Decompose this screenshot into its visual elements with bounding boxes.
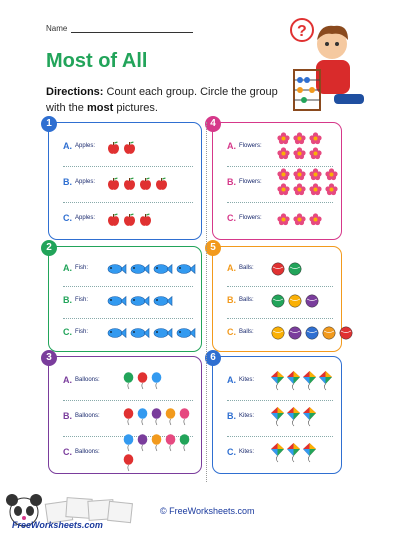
answer-option-a[interactable] (63, 136, 193, 158)
balloon-icon (165, 434, 176, 452)
answer-option-a[interactable] (63, 370, 193, 392)
option-label: Balls: (239, 297, 254, 303)
kite-icon (287, 407, 300, 427)
question-card-4 (210, 118, 342, 240)
ball-icon (271, 294, 285, 308)
page-title: Most of All (46, 50, 148, 72)
option-letter: C. (63, 447, 72, 457)
kite-icon (319, 371, 332, 391)
option-letter: A. (227, 263, 236, 273)
fish-icon (176, 327, 196, 339)
answer-option-a[interactable] (227, 258, 333, 280)
flower-icon (277, 168, 290, 181)
option-label: Flowers: (239, 143, 262, 149)
picture-group (271, 442, 316, 464)
fish-icon (153, 263, 173, 275)
directions (46, 84, 282, 116)
option-label: Balloons: (75, 413, 100, 419)
question-number-badge: 6 (205, 350, 221, 366)
option-label: Kites: (239, 449, 255, 455)
option-label: Kites: (239, 377, 255, 383)
balloon-icon (123, 454, 134, 472)
directions-text-1: Count each group. Circle the group with the (46, 86, 278, 114)
answer-option-b[interactable] (227, 406, 333, 428)
ball-icon (288, 294, 302, 308)
option-letter: A. (227, 375, 236, 385)
kite-icon (271, 407, 284, 427)
answer-option-b[interactable] (227, 172, 333, 194)
picture-group (271, 322, 353, 344)
flower-icon (293, 168, 306, 181)
flower-icon (277, 147, 290, 160)
picture-group (123, 434, 195, 472)
fish-icon (107, 327, 127, 339)
picture-group (123, 370, 162, 392)
row-separator (227, 286, 333, 287)
option-label: Flowers: (239, 179, 262, 185)
apple-icon (107, 213, 120, 226)
balloon-icon (179, 408, 190, 426)
row-separator (227, 436, 333, 437)
option-letter: C. (63, 327, 72, 337)
picture-group (277, 208, 322, 230)
balloon-icon (151, 408, 162, 426)
fish-icon (153, 327, 173, 339)
kite-icon (271, 443, 284, 463)
kite-icon (303, 371, 316, 391)
fish-icon (153, 295, 173, 307)
kite-icon (287, 443, 300, 463)
row-separator (227, 202, 333, 203)
name-label: Name (46, 24, 68, 33)
flower-icon (293, 213, 306, 226)
row-separator (63, 318, 193, 319)
option-letter: A. (63, 263, 72, 273)
directions-bold: most (86, 102, 114, 114)
row-separator (63, 400, 193, 401)
picture-group (107, 208, 152, 230)
flower-icon (293, 147, 306, 160)
answer-option-c[interactable] (63, 322, 193, 344)
balloon-icon (123, 372, 134, 390)
option-letter: A. (63, 141, 72, 151)
option-label: Fish: (75, 329, 89, 335)
directions-text-2: pictures. (116, 102, 158, 114)
kite-icon (303, 407, 316, 427)
picture-group (107, 290, 173, 312)
fish-icon (130, 263, 150, 275)
question-number-badge: 1 (41, 116, 57, 132)
option-label: Apples: (75, 143, 96, 149)
ball-icon (288, 262, 302, 276)
ball-icon (322, 326, 336, 340)
answer-option-c[interactable] (63, 208, 193, 230)
balloon-icon (165, 408, 176, 426)
picture-group (107, 322, 196, 344)
option-letter: C. (63, 213, 72, 223)
option-letter: C. (227, 447, 236, 457)
picture-group (277, 132, 325, 160)
question-number-badge: 3 (41, 350, 57, 366)
kite-icon (303, 443, 316, 463)
option-letter: B. (63, 411, 72, 421)
option-label: Fish: (75, 297, 89, 303)
answer-option-c[interactable] (227, 322, 333, 344)
ball-icon (339, 326, 353, 340)
row-separator (227, 400, 333, 401)
answer-option-c[interactable] (63, 442, 193, 464)
option-label: Apples: (75, 215, 96, 221)
kite-icon (271, 371, 284, 391)
question-card-1 (46, 118, 202, 240)
picture-group (107, 136, 136, 158)
fish-icon (130, 327, 150, 339)
flower-icon (293, 132, 306, 145)
ball-icon (271, 326, 285, 340)
flower-icon (325, 183, 338, 196)
option-label: Balls: (239, 265, 254, 271)
picture-group (271, 370, 332, 392)
question-number-badge: 5 (205, 240, 221, 256)
fish-icon (130, 295, 150, 307)
row-separator (227, 166, 333, 167)
answer-option-a[interactable] (227, 136, 333, 158)
option-label: Apples: (75, 179, 96, 185)
picture-group (277, 168, 341, 196)
apple-icon (123, 213, 136, 226)
option-label: Balloons: (75, 377, 100, 383)
kite-icon (287, 371, 300, 391)
flower-icon (309, 183, 322, 196)
apple-icon (123, 141, 136, 154)
answer-option-b[interactable] (227, 290, 333, 312)
apple-icon (107, 141, 120, 154)
option-letter: C. (227, 213, 236, 223)
balloon-icon (151, 434, 162, 452)
flower-icon (309, 168, 322, 181)
option-letter: B. (227, 177, 236, 187)
question-card-3 (46, 352, 202, 474)
apple-icon (139, 177, 152, 190)
picture-group (271, 290, 319, 312)
balloon-icon (137, 434, 148, 452)
option-letter: A. (63, 375, 72, 385)
option-letter: B. (63, 295, 72, 305)
picture-group (107, 172, 168, 194)
row-separator (63, 166, 193, 167)
flower-icon (293, 183, 306, 196)
ball-icon (305, 294, 319, 308)
directions-lead: Directions: (46, 86, 104, 98)
flower-icon (277, 213, 290, 226)
fish-icon (107, 295, 127, 307)
ball-icon (271, 262, 285, 276)
option-letter: A. (227, 141, 236, 151)
brand-name: FreeWorksheets.com (12, 520, 103, 530)
svg-text:?: ? (297, 23, 307, 40)
name-field[interactable] (46, 24, 193, 33)
option-letter: B. (227, 295, 236, 305)
picture-group (107, 258, 196, 280)
question-card-6 (210, 352, 342, 474)
row-separator (63, 202, 193, 203)
row-separator (227, 318, 333, 319)
apple-icon (123, 177, 136, 190)
flower-icon (309, 132, 322, 145)
fish-icon (176, 263, 196, 275)
option-label: Balloons: (75, 449, 100, 455)
balloon-icon (137, 408, 148, 426)
column-divider (206, 122, 207, 482)
flower-icon (277, 183, 290, 196)
answer-option-a[interactable] (63, 258, 193, 280)
worksheet-thumbnails (46, 496, 132, 522)
footer-link[interactable]: © FreeWorksheets.com (160, 506, 255, 516)
name-line[interactable] (71, 24, 193, 33)
option-letter: B. (227, 411, 236, 421)
apple-icon (139, 213, 152, 226)
balloon-icon (179, 434, 190, 452)
answer-option-b[interactable] (63, 290, 193, 312)
option-letter: B. (63, 177, 72, 187)
ball-icon (288, 326, 302, 340)
option-label: Fish: (75, 265, 89, 271)
picture-group (123, 406, 190, 428)
balloon-icon (123, 408, 134, 426)
flower-icon (309, 147, 322, 160)
question-card-2 (46, 242, 202, 352)
option-label: Balls: (239, 329, 254, 335)
answer-option-c[interactable] (227, 442, 333, 464)
flower-icon (277, 132, 290, 145)
option-label: Flowers: (239, 215, 262, 221)
answer-option-c[interactable] (227, 208, 333, 230)
flower-icon (309, 213, 322, 226)
option-label: Kites: (239, 413, 255, 419)
question-card-5 (210, 242, 342, 352)
flower-icon (325, 168, 338, 181)
apple-icon (107, 177, 120, 190)
balloon-icon (123, 434, 134, 452)
answer-option-b[interactable] (63, 172, 193, 194)
question-number-badge: 2 (41, 240, 57, 256)
ball-icon (305, 326, 319, 340)
question-number-badge: 4 (205, 116, 221, 132)
option-letter: C. (227, 327, 236, 337)
fish-icon (107, 263, 127, 275)
picture-group (271, 258, 302, 280)
apple-icon (155, 177, 168, 190)
balloon-icon (137, 372, 148, 390)
picture-group (271, 406, 316, 428)
answer-option-a[interactable] (227, 370, 333, 392)
boy-abacus-illustration (284, 10, 376, 116)
balloon-icon (151, 372, 162, 390)
row-separator (63, 286, 193, 287)
answer-option-b[interactable] (63, 406, 193, 428)
